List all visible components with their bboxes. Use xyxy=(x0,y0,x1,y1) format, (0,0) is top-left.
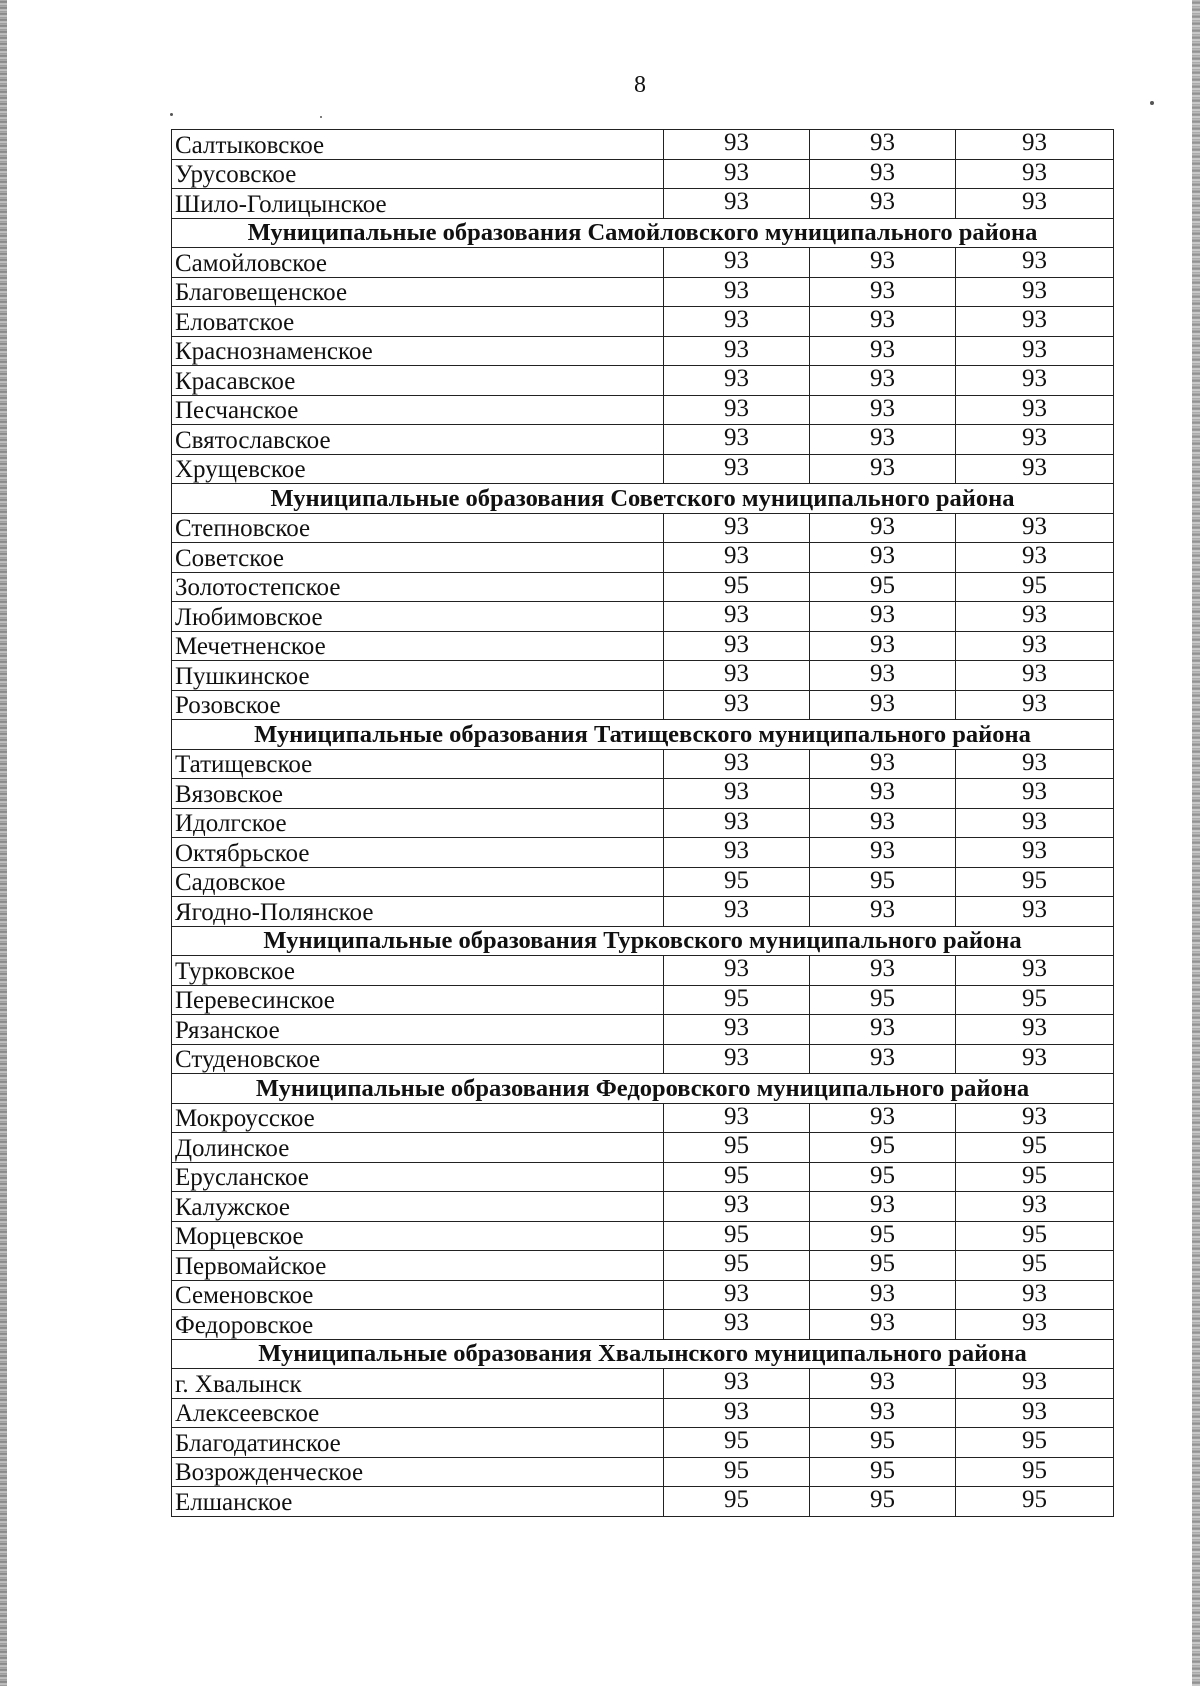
municipality-name: Турковское xyxy=(172,956,664,986)
table-row xyxy=(172,425,1114,455)
value-cell: 93 xyxy=(956,1310,1114,1340)
value-cell: 93 xyxy=(664,336,810,366)
value-cell: 93 xyxy=(664,1015,810,1045)
value-cell: 95 xyxy=(810,985,956,1015)
table-row xyxy=(172,661,1114,691)
value-cell: 93 xyxy=(664,513,810,543)
value-cell: 93 xyxy=(956,808,1114,838)
value-cell: 95 xyxy=(664,572,810,602)
municipality-name: Вязовское xyxy=(172,779,664,809)
municipality-name: Розовское xyxy=(172,690,664,720)
value-cell: 95 xyxy=(956,572,1114,602)
table-row xyxy=(172,1487,1114,1517)
value-cell: 93 xyxy=(664,956,810,986)
value-cell: 95 xyxy=(956,1221,1114,1251)
municipality-name: Возрожденческое xyxy=(172,1457,664,1487)
value-cell: 93 xyxy=(810,336,956,366)
value-cell: 95 xyxy=(956,1162,1114,1192)
value-cell: 93 xyxy=(956,1280,1114,1310)
municipality-name: Степновское xyxy=(172,513,664,543)
section-title: Муниципальные образования Татищевского муниципального района xyxy=(172,720,1114,750)
municipality-name: Морцевское xyxy=(172,1221,664,1251)
municipality-name: Святославское xyxy=(172,425,664,455)
table-row xyxy=(172,277,1114,307)
value-cell: 93 xyxy=(810,1398,956,1428)
municipality-name: Благодатинское xyxy=(172,1428,664,1458)
value-cell: 93 xyxy=(810,1369,956,1399)
value-cell: 93 xyxy=(810,602,956,632)
table-row xyxy=(172,572,1114,602)
municipality-name: Урусовское xyxy=(172,159,664,189)
section-title: Муниципальные образования Советского муниципального района xyxy=(172,484,1114,514)
table-row xyxy=(172,602,1114,632)
value-cell: 93 xyxy=(810,1044,956,1074)
table-row xyxy=(172,1103,1114,1133)
value-cell: 95 xyxy=(664,1428,810,1458)
value-cell: 93 xyxy=(956,159,1114,189)
table-row xyxy=(172,130,1114,160)
value-cell: 95 xyxy=(810,572,956,602)
value-cell: 93 xyxy=(810,395,956,425)
value-cell: 95 xyxy=(810,1221,956,1251)
scan-edge-left xyxy=(0,0,7,1686)
value-cell: 93 xyxy=(810,159,956,189)
value-cell: 93 xyxy=(664,808,810,838)
page-number: 8 xyxy=(634,72,646,98)
value-cell: 93 xyxy=(810,690,956,720)
value-cell: 93 xyxy=(810,513,956,543)
value-cell: 93 xyxy=(664,779,810,809)
table-row xyxy=(172,1015,1114,1045)
value-cell: 93 xyxy=(810,956,956,986)
table-row xyxy=(172,779,1114,809)
value-cell: 93 xyxy=(664,1192,810,1222)
municipality-name: Студеновское xyxy=(172,1044,664,1074)
value-cell: 93 xyxy=(664,425,810,455)
value-cell: 95 xyxy=(810,1457,956,1487)
municipality-name: Пушкинское xyxy=(172,661,664,691)
value-cell: 93 xyxy=(956,749,1114,779)
municipality-name: г. Хвалынск xyxy=(172,1369,664,1399)
municipality-name: Октябрьское xyxy=(172,838,664,868)
municipality-name: Татищевское xyxy=(172,749,664,779)
value-cell: 93 xyxy=(956,513,1114,543)
value-cell: 95 xyxy=(956,1133,1114,1163)
value-cell: 93 xyxy=(664,1280,810,1310)
value-cell: 95 xyxy=(956,1428,1114,1458)
value-cell: 95 xyxy=(956,1487,1114,1517)
table-row xyxy=(172,513,1114,543)
value-cell: 93 xyxy=(664,1310,810,1340)
value-cell: 93 xyxy=(810,543,956,573)
value-cell: 93 xyxy=(956,631,1114,661)
table-row xyxy=(172,897,1114,927)
value-cell: 93 xyxy=(956,454,1114,484)
value-cell: 95 xyxy=(956,985,1114,1015)
value-cell: 93 xyxy=(956,602,1114,632)
value-cell: 93 xyxy=(664,1369,810,1399)
value-cell: 93 xyxy=(956,248,1114,278)
table-row xyxy=(172,307,1114,337)
value-cell: 95 xyxy=(810,867,956,897)
value-cell: 95 xyxy=(664,1162,810,1192)
municipality-name: Шило-Голицынское xyxy=(172,189,664,219)
value-cell: 93 xyxy=(810,749,956,779)
value-cell: 93 xyxy=(664,838,810,868)
value-cell: 93 xyxy=(956,1015,1114,1045)
table-row xyxy=(172,1221,1114,1251)
section-header-row xyxy=(172,720,1114,750)
municipality-name: Елшанское xyxy=(172,1487,664,1517)
value-cell: 93 xyxy=(956,1398,1114,1428)
value-cell: 93 xyxy=(810,1192,956,1222)
value-cell: 93 xyxy=(810,366,956,396)
municipality-name: Самойловское xyxy=(172,248,664,278)
value-cell: 93 xyxy=(664,159,810,189)
value-cell: 95 xyxy=(664,1221,810,1251)
municipality-name: Перевесинское xyxy=(172,985,664,1015)
value-cell: 93 xyxy=(664,248,810,278)
value-cell: 93 xyxy=(810,661,956,691)
table-row xyxy=(172,956,1114,986)
section-title: Муниципальные образования Самойловского муниципального района xyxy=(172,218,1114,248)
table-row xyxy=(172,1044,1114,1074)
value-cell: 93 xyxy=(664,454,810,484)
value-cell: 95 xyxy=(810,1487,956,1517)
municipality-name: Алексеевское xyxy=(172,1398,664,1428)
municipality-name: Семеновское xyxy=(172,1280,664,1310)
value-cell: 93 xyxy=(956,395,1114,425)
value-cell: 95 xyxy=(810,1162,956,1192)
table-row xyxy=(172,159,1114,189)
value-cell: 93 xyxy=(810,897,956,927)
value-cell: 93 xyxy=(810,808,956,838)
value-cell: 93 xyxy=(956,543,1114,573)
municipality-name: Песчанское xyxy=(172,395,664,425)
section-header-row xyxy=(172,1339,1114,1369)
value-cell: 95 xyxy=(810,1251,956,1281)
value-cell: 93 xyxy=(810,1103,956,1133)
table-row xyxy=(172,189,1114,219)
table-row xyxy=(172,454,1114,484)
scan-speck xyxy=(320,116,322,118)
value-cell: 93 xyxy=(810,189,956,219)
value-cell: 95 xyxy=(810,1428,956,1458)
value-cell: 93 xyxy=(956,425,1114,455)
value-cell: 93 xyxy=(664,130,810,160)
table-row xyxy=(172,690,1114,720)
value-cell: 93 xyxy=(810,1280,956,1310)
table-row xyxy=(172,808,1114,838)
table-row xyxy=(172,1457,1114,1487)
value-cell: 93 xyxy=(956,1192,1114,1222)
municipality-name: Мечетненское xyxy=(172,631,664,661)
table-row xyxy=(172,1428,1114,1458)
value-cell: 95 xyxy=(956,1251,1114,1281)
section-title: Муниципальные образования Хвалынского муниципального района xyxy=(172,1339,1114,1369)
value-cell: 93 xyxy=(956,366,1114,396)
value-cell: 93 xyxy=(810,838,956,868)
municipality-name: Идолгское xyxy=(172,808,664,838)
value-cell: 93 xyxy=(810,425,956,455)
value-cell: 93 xyxy=(810,248,956,278)
municipality-name: Благовещенское xyxy=(172,277,664,307)
value-cell: 93 xyxy=(956,1044,1114,1074)
value-cell: 93 xyxy=(810,1310,956,1340)
value-cell: 93 xyxy=(664,690,810,720)
municipality-name: Федоровское xyxy=(172,1310,664,1340)
value-cell: 93 xyxy=(956,779,1114,809)
value-cell: 93 xyxy=(664,189,810,219)
municipality-name: Ягодно-Полянское xyxy=(172,897,664,927)
value-cell: 93 xyxy=(664,395,810,425)
value-cell: 93 xyxy=(956,189,1114,219)
table-row xyxy=(172,1280,1114,1310)
value-cell: 93 xyxy=(956,956,1114,986)
section-title: Муниципальные образования Федоровского муниципального района xyxy=(172,1074,1114,1104)
value-cell: 93 xyxy=(664,897,810,927)
value-cell: 93 xyxy=(956,1103,1114,1133)
value-cell: 93 xyxy=(810,277,956,307)
table-row xyxy=(172,395,1114,425)
table-row xyxy=(172,838,1114,868)
table-row xyxy=(172,336,1114,366)
value-cell: 95 xyxy=(664,1487,810,1517)
scan-speck xyxy=(170,113,173,116)
value-cell: 93 xyxy=(810,1015,956,1045)
section-header-row xyxy=(172,1074,1114,1104)
value-cell: 95 xyxy=(810,1133,956,1163)
municipality-name: Золотостепское xyxy=(172,572,664,602)
municipality-name: Советское xyxy=(172,543,664,573)
value-cell: 93 xyxy=(810,454,956,484)
table-row xyxy=(172,248,1114,278)
table-row xyxy=(172,749,1114,779)
municipality-name: Рязанское xyxy=(172,1015,664,1045)
municipality-name: Первомайское xyxy=(172,1251,664,1281)
municipality-name: Мокроусское xyxy=(172,1103,664,1133)
value-cell: 93 xyxy=(664,1044,810,1074)
value-cell: 93 xyxy=(810,307,956,337)
table-row xyxy=(172,1251,1114,1281)
table-row xyxy=(172,867,1114,897)
value-cell: 93 xyxy=(956,838,1114,868)
section-header-row xyxy=(172,484,1114,514)
table-row xyxy=(172,366,1114,396)
municipality-name: Еловатское xyxy=(172,307,664,337)
table-row xyxy=(172,1192,1114,1222)
table-row xyxy=(172,1398,1114,1428)
value-cell: 93 xyxy=(956,130,1114,160)
value-cell: 93 xyxy=(810,130,956,160)
value-cell: 93 xyxy=(664,602,810,632)
section-header-row xyxy=(172,926,1114,956)
value-cell: 93 xyxy=(664,307,810,337)
value-cell: 93 xyxy=(664,543,810,573)
table-row xyxy=(172,631,1114,661)
value-cell: 95 xyxy=(956,867,1114,897)
value-cell: 93 xyxy=(956,690,1114,720)
municipal-table xyxy=(171,129,1114,1517)
municipality-name: Садовское xyxy=(172,867,664,897)
municipality-name: Хрущевское xyxy=(172,454,664,484)
scan-speck xyxy=(1150,101,1154,105)
value-cell: 95 xyxy=(664,867,810,897)
table-row xyxy=(172,543,1114,573)
section-title: Муниципальные образования Турковского муниципального района xyxy=(172,926,1114,956)
value-cell: 93 xyxy=(664,1103,810,1133)
value-cell: 93 xyxy=(664,366,810,396)
municipality-name: Салтыковское xyxy=(172,130,664,160)
municipality-name: Калужское xyxy=(172,1192,664,1222)
value-cell: 95 xyxy=(956,1457,1114,1487)
value-cell: 93 xyxy=(956,336,1114,366)
value-cell: 93 xyxy=(956,1369,1114,1399)
table-row xyxy=(172,985,1114,1015)
table-row xyxy=(172,1369,1114,1399)
municipality-name: Краснознаменское xyxy=(172,336,664,366)
scan-edge-right xyxy=(1192,0,1200,1686)
value-cell: 93 xyxy=(810,779,956,809)
value-cell: 93 xyxy=(810,631,956,661)
value-cell: 93 xyxy=(664,749,810,779)
value-cell: 93 xyxy=(956,307,1114,337)
value-cell: 93 xyxy=(664,631,810,661)
section-header-row xyxy=(172,218,1114,248)
value-cell: 93 xyxy=(664,277,810,307)
table-body xyxy=(172,130,1114,1517)
value-cell: 95 xyxy=(664,1457,810,1487)
value-cell: 93 xyxy=(956,661,1114,691)
value-cell: 93 xyxy=(956,277,1114,307)
municipality-name: Долинское xyxy=(172,1133,664,1163)
value-cell: 93 xyxy=(664,1398,810,1428)
municipality-name: Любимовское xyxy=(172,602,664,632)
table-row xyxy=(172,1310,1114,1340)
value-cell: 95 xyxy=(664,1133,810,1163)
municipality-name: Красавское xyxy=(172,366,664,396)
table-row xyxy=(172,1162,1114,1192)
value-cell: 95 xyxy=(664,1251,810,1281)
table-row xyxy=(172,1133,1114,1163)
value-cell: 95 xyxy=(664,985,810,1015)
value-cell: 93 xyxy=(664,661,810,691)
municipality-name: Ерусланское xyxy=(172,1162,664,1192)
value-cell: 93 xyxy=(956,897,1114,927)
